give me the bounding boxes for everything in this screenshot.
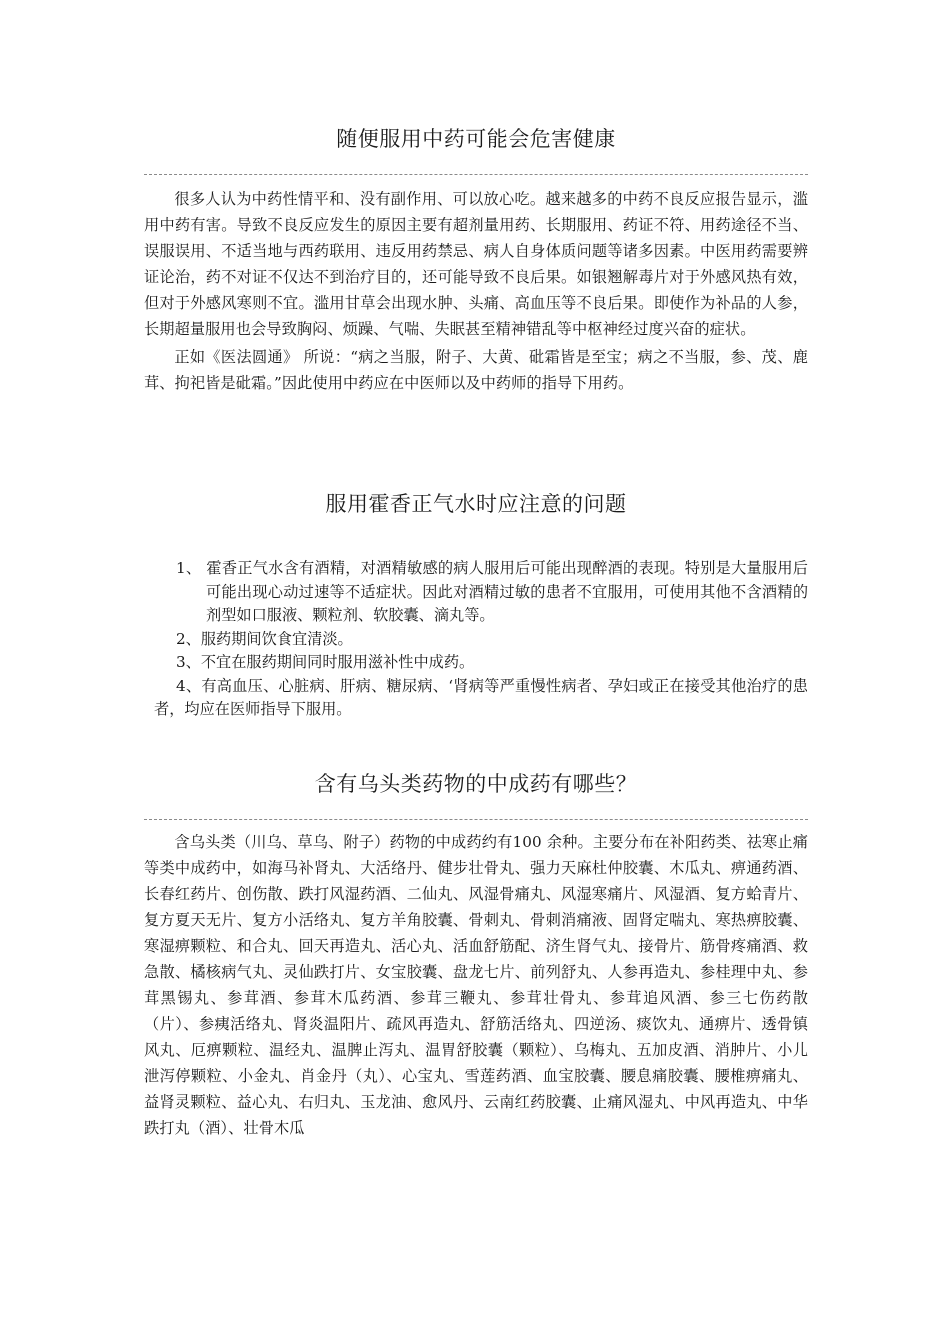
section2-body <box>144 557 808 722</box>
list-item: 1、 霍香正气水含有酒精，对酒精敏感的病人服用后可能出现醉酒的表现。特别是大量服用后可能出现心动过速等不适症状。因此对酒精过敏的患者不宜服用，可使用其他不含酒精的剂型如口服液、颗粒剂、软胶囊、滴丸等。 <box>176 559 808 624</box>
section1-paragraph-1: 很多人认为中药性情平和、没有副作用、可以放心吃。越来越多的中药不良反应报告显示，滥用中药有害。导致不良反应发生的原因主要有超剂量用药、长期服用、药证不符、用药途径不当、误服误用、不适当地与西药联用、违反用药禁忌、病人自身体质问题等诸多因素。中医用药需要辨证论治，药不对证不仅达不到治疗目的，还可能导致不良后果。如银翘解毒片对于外感风热有效，但对于外感风寒则不宜。滥用甘草会出现水肿、头痛、高血压等不良后果。即使作为补品的人参，长期超量服用也会导致胸闷、烦躁、气喘、失眠甚至精神错乱等中枢神经过度兴奋的症状。 <box>144 190 808 338</box>
section1-body <box>144 186 808 396</box>
section3-paragraph-1: 含乌头类（川乌、草乌、附子）药物的中成药约有100 余种。主要分布在补阳药类、祛寒止痛等类中成药中，如海马补肾丸、大活络丹、健步壮骨丸、强力天麻杜仲胶囊、木瓜丸、痹通药酒、长春红药片、创伤散、跌打风湿药酒、二仙丸、风湿骨痛丸、风湿寒痛片、风湿酒、复方蛤青片、复方夏天无片、复方小活络丸、复方羊角胶囊、骨刺丸、骨刺消痛液、固肾定喘丸、寒热痹胶囊、寒湿痹颗粒、和合丸、回天再造丸、活心丸、活血舒筋配、济生肾气丸、接骨片、筋骨疼痛酒、救急散、橘核病气丸、灵仙跌打片、女宝胶囊、盘龙七片、前列舒丸、人参再造丸、参桂理中丸、参茸黑锡丸、参茸酒、参茸木瓜药酒、参茸三鞭丸、参茸壮骨丸、参茸追风酒、参三七伤药散（片）、参痍活络丸、肾炎温阳片、疏风再造丸、舒筋活络丸、四逆汤、痰饮丸、通痹片、透骨镇风丸、厄痹颗粒、温经丸、温脾止泻丸、温胃舒胶囊（颗粒）、乌梅丸、五加皮酒、消肿片、小儿泄泻停颗粒、小金丸、肖金丹（丸）、心宝丸、雪莲药酒、血宝胶囊、腰息痛胶囊、腰椎痹痛丸、益肾灵颗粒、益心丸、右归丸、玉龙油、愈风丹、云南红药胶囊、止痛风湿丸、中风再造丸、中华跌打丸（酒）、壮骨木瓜 <box>144 833 808 1137</box>
list-item: 3、不宜在服药期间同时服用滋补性中成药。 <box>176 653 475 671</box>
section2-title: 服用霍香正气水时应注意的问题 <box>325 492 627 516</box>
section1-title: 随便服用中药可能会危害健康 <box>336 127 616 151</box>
precaution-list <box>144 557 808 722</box>
list-item: 2、服药期间饮食宜清淡。 <box>176 629 353 648</box>
section1-paragraph-2: 正如《医法圆通》 所说：“病之当服，附子、大黄、砒霜皆是至宝；病之不当服，参、茂、鹿茸、拘祀皆是砒霜。”因此使用中药应在中医师以及中药师的指导下用药。 <box>144 348 808 392</box>
section3-divider <box>144 819 808 820</box>
section3-body <box>144 829 808 1141</box>
section3-title: 含有乌头类药物的中成药有哪些？ <box>314 772 638 796</box>
list-item: 4、有高血压、心脏病、肝病、糖尿病、‘肾病等严重慢性病者、孕妇或正在接受其他治疗的患者，均应在医师指导下服用。 <box>154 676 808 718</box>
section1-divider <box>144 174 808 175</box>
